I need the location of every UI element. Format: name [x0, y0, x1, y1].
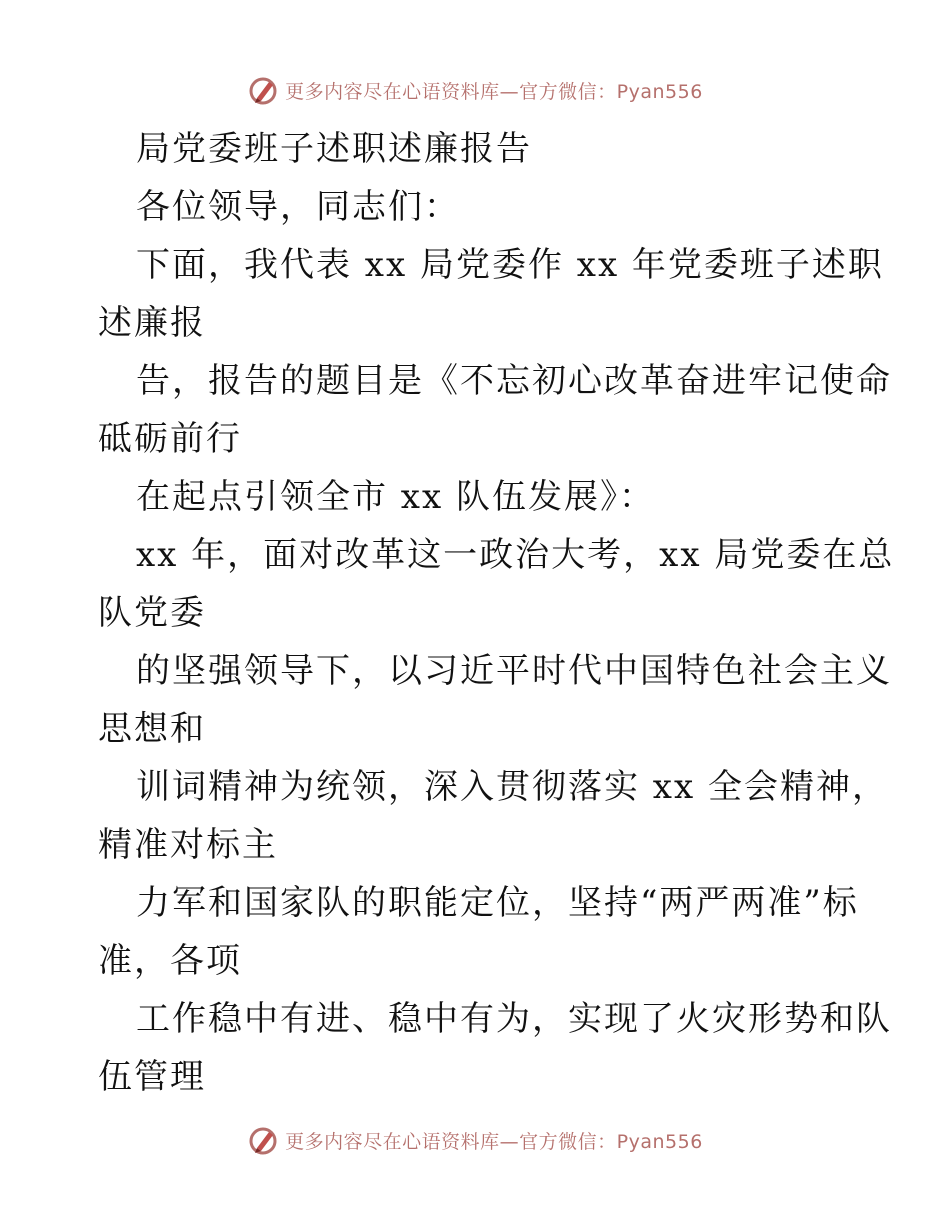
text-line: 训词精神为统领，深入贯彻落实 xx 全会精神，	[136, 767, 888, 807]
text-line: 局党委班子述职述廉报告	[136, 129, 532, 169]
text-line: 下面，我代表 xx 局党委作 xx 年党委班子述职	[136, 245, 884, 285]
text-line: 砥砺前行	[98, 419, 242, 459]
header-banner	[0, 72, 950, 108]
text-line: 队党委	[98, 593, 206, 633]
text-line: 在起点引领全市 xx 队伍发展》：	[136, 477, 655, 517]
footer-banner	[0, 1122, 950, 1158]
text-line: 思想和	[98, 709, 206, 749]
document-body	[98, 120, 895, 1106]
pen-logo-icon	[247, 74, 279, 106]
banner-text: 更多内容尽在心语资料库—官方微信：Pyan556	[285, 80, 703, 103]
text-line: 伍管理	[98, 1057, 206, 1097]
text-line: xx 年，面对改革这一政治大考，xx 局党委在总	[136, 535, 895, 575]
text-line: 述廉报	[98, 303, 206, 343]
text-line: 告，报告的题目是《不忘初心改革奋进牢记使命	[136, 361, 892, 401]
text-line: 准，各项	[98, 941, 242, 981]
text-line: 的坚强领导下，以习近平时代中国特色社会主义	[136, 651, 892, 691]
text-line: 精准对标主	[98, 825, 278, 865]
pen-logo-icon	[247, 1124, 279, 1156]
text-line: 各位领导，同志们：	[136, 187, 460, 227]
text-line: 工作稳中有进、稳中有为，实现了火灾形势和队	[136, 999, 892, 1039]
banner-text: 更多内容尽在心语资料库—官方微信：Pyan556	[285, 1130, 703, 1153]
text-line: 力军和国家队的职能定位，坚持“两严两准”标	[136, 883, 859, 923]
